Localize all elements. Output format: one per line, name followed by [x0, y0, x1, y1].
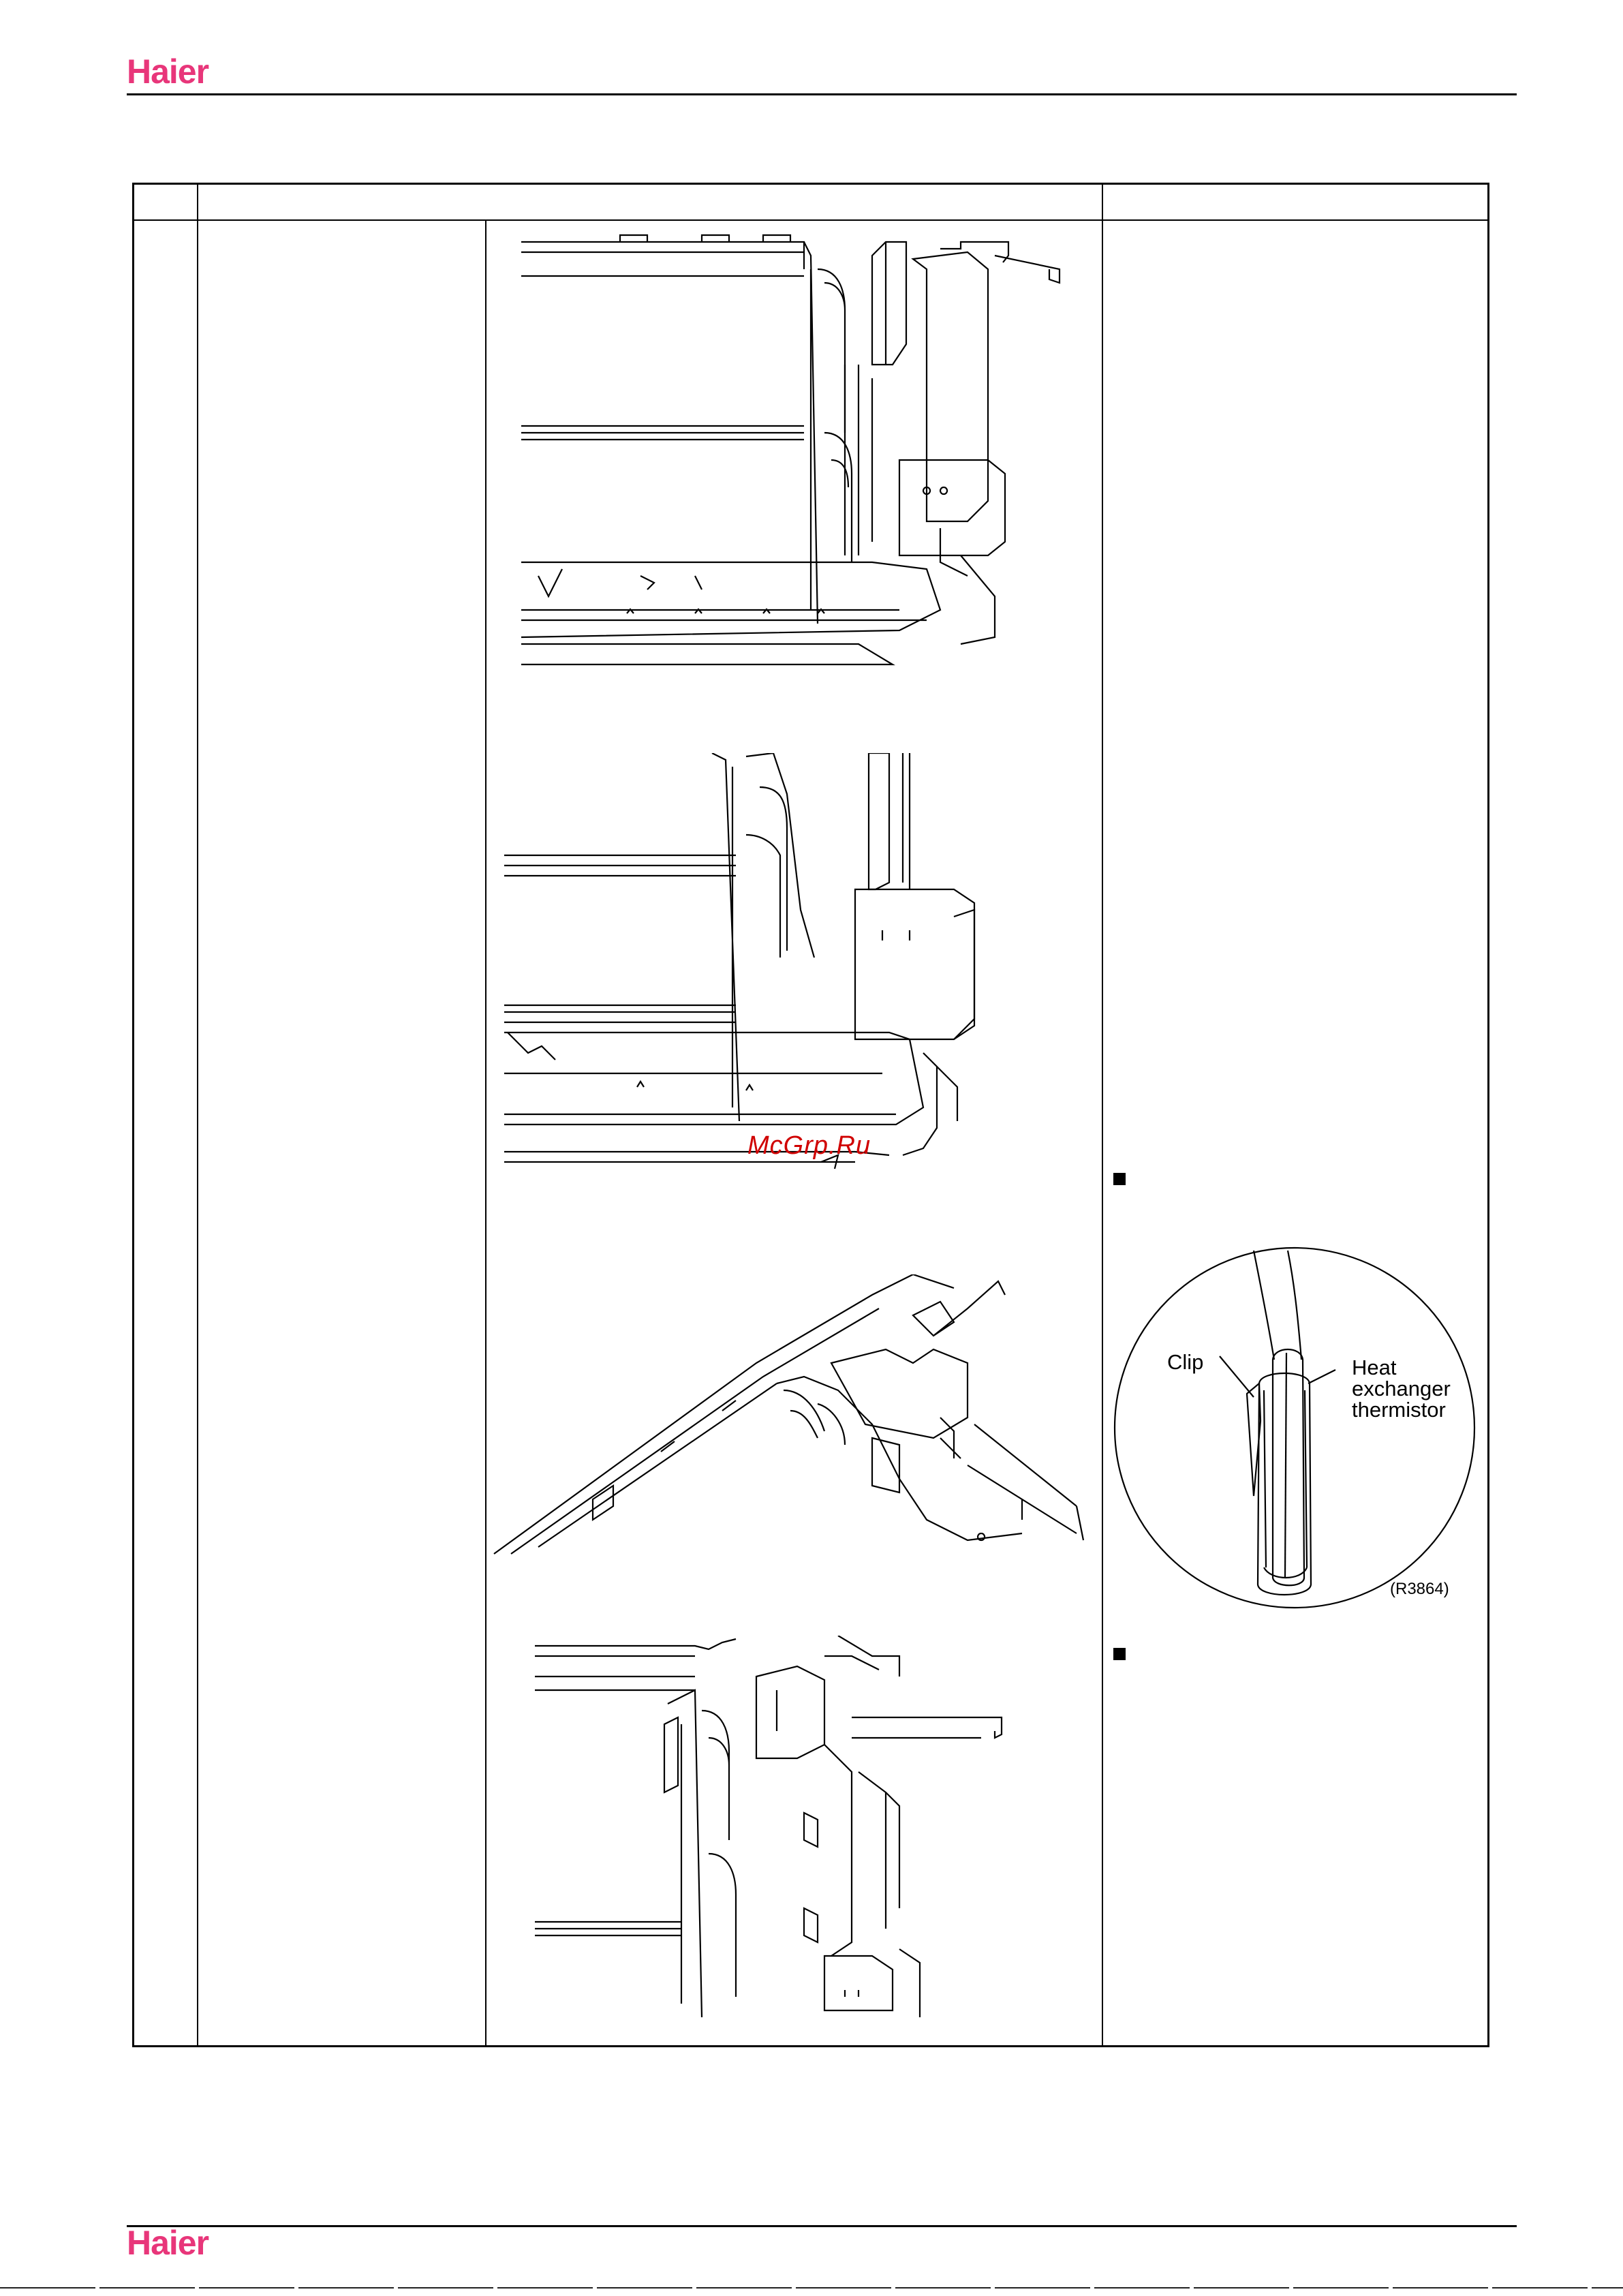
heat-exchanger-thermistor-label-1: Heat — [1352, 1356, 1397, 1379]
table-top-border — [132, 183, 1489, 185]
table-bottom-border — [132, 2045, 1489, 2047]
table-right-border — [1487, 183, 1489, 2047]
table-col-divider-1 — [197, 183, 198, 2047]
header-rule — [127, 93, 1517, 95]
indoor-unit-drawing-1 — [518, 228, 1070, 671]
table-col-divider-3 — [1102, 183, 1103, 2047]
clip-label: Clip — [1167, 1350, 1204, 1374]
watermark: McGrp.Ru — [747, 1131, 871, 1160]
thermistor-detail-figure — [1111, 1244, 1479, 1612]
page-edge-strip — [0, 2287, 1623, 2289]
heat-exchanger-thermistor-label-3: thermistor — [1352, 1398, 1446, 1422]
bullet-marker-1 — [1113, 1173, 1126, 1185]
table-header-divider — [132, 219, 1489, 221]
footer-rule — [127, 2225, 1517, 2227]
indoor-unit-drawing-2 — [501, 753, 1019, 1176]
heat-exchanger-thermistor-label-2: exchanger — [1352, 1377, 1451, 1400]
haier-logo-footer: Haier — [127, 2224, 209, 2262]
table-col-divider-2 — [485, 219, 486, 2047]
indoor-unit-drawing-3 — [491, 1274, 1090, 1561]
indoor-unit-drawing-4 — [531, 1636, 1008, 2017]
table-left-border — [132, 183, 134, 2047]
haier-logo: Haier — [127, 52, 209, 91]
figure-code: (R3864) — [1390, 1580, 1449, 1598]
bullet-marker-2 — [1113, 1648, 1126, 1660]
